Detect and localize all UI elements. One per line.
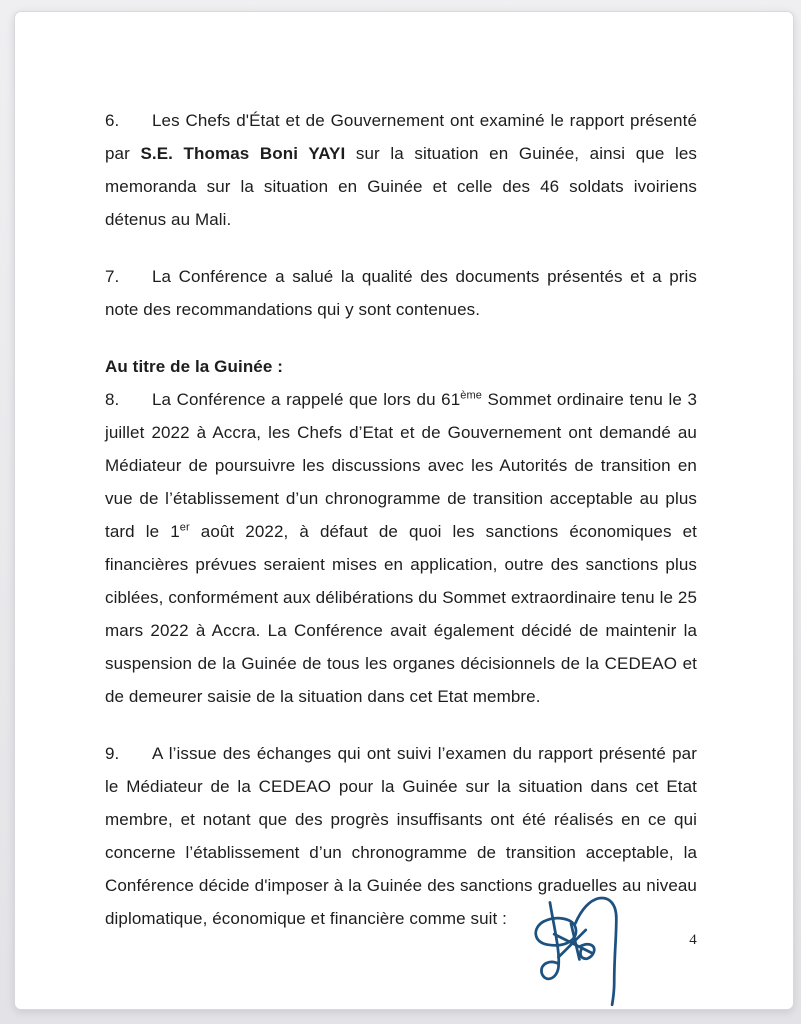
page-number: 4: [689, 932, 697, 948]
paragraph-number: 9.: [105, 744, 120, 763]
bold-text: S.E. Thomas Boni YAYI: [140, 144, 346, 163]
paragraph-number: 8.: [105, 390, 120, 409]
document-body: [105, 104, 697, 959]
paragraph-6: [105, 104, 697, 236]
body-text: août 2022, à défaut de quoi les sanctions économiques et financières prévues seraient mises en application, outre des sanctions plus ciblées, conformément aux délibérations du Sommet extraordinaire tenu le 25 mars 2022 à Accra. La Conférence avait également décidé de maintenir la suspension de la Guinée de tous les organes décisionnels de la CEDEAO et de demeurer saisie de la situation dans cet Etat membre.: [105, 522, 697, 706]
paragraph-7: [105, 260, 697, 326]
superscript-text: er: [179, 521, 190, 534]
body-text: Sommet ordinaire tenu le 3 juillet 2022 à Accra, les Chefs d’Etat et de Gouvernement ont demandé au Médiateur de poursuivre les discussions avec les Autorités de transition en vue de l’établissement d’un chronogramme de transition acceptable au plus tard le 1: [105, 390, 697, 541]
body-text: Les Chefs d'État et de Gouvernement ont examiné le rapport présenté par: [105, 111, 697, 163]
body-text: A l’issue des échanges qui ont suivi l’examen du rapport présenté par le Médiateur de la CEDEAO pour la Guinée sur la situation dans cet Etat membre, et notant que des progrès insuffisants ont été réalisés en ce qui concerne l’établissement d’un chronogramme de transition acceptable, la Conférence décide d'imposer à la Guinée des sanctions graduelles au niveau diplomatique, économique et financière comme suit :: [105, 744, 697, 928]
superscript-text: ème: [460, 389, 482, 402]
paragraph-number: 7.: [105, 267, 120, 286]
section-heading: Au titre de la Guinée :: [105, 357, 283, 376]
signature-ink: [533, 892, 628, 1010]
document-page: [14, 11, 794, 1010]
paragraph-8: [105, 383, 697, 713]
body-text: La Conférence a salué la qualité des documents présentés et a pris note des recommandations qui y sont contenues.: [105, 267, 697, 319]
body-text: sur la situation en Guinée, ainsi que les memoranda sur la situation en Guinée et celle des 46 soldats ivoiriens détenus au Mali.: [105, 144, 697, 229]
body-text: La Conférence a rappelé que lors du 61: [152, 390, 461, 409]
paragraph-number: 6.: [105, 111, 120, 130]
